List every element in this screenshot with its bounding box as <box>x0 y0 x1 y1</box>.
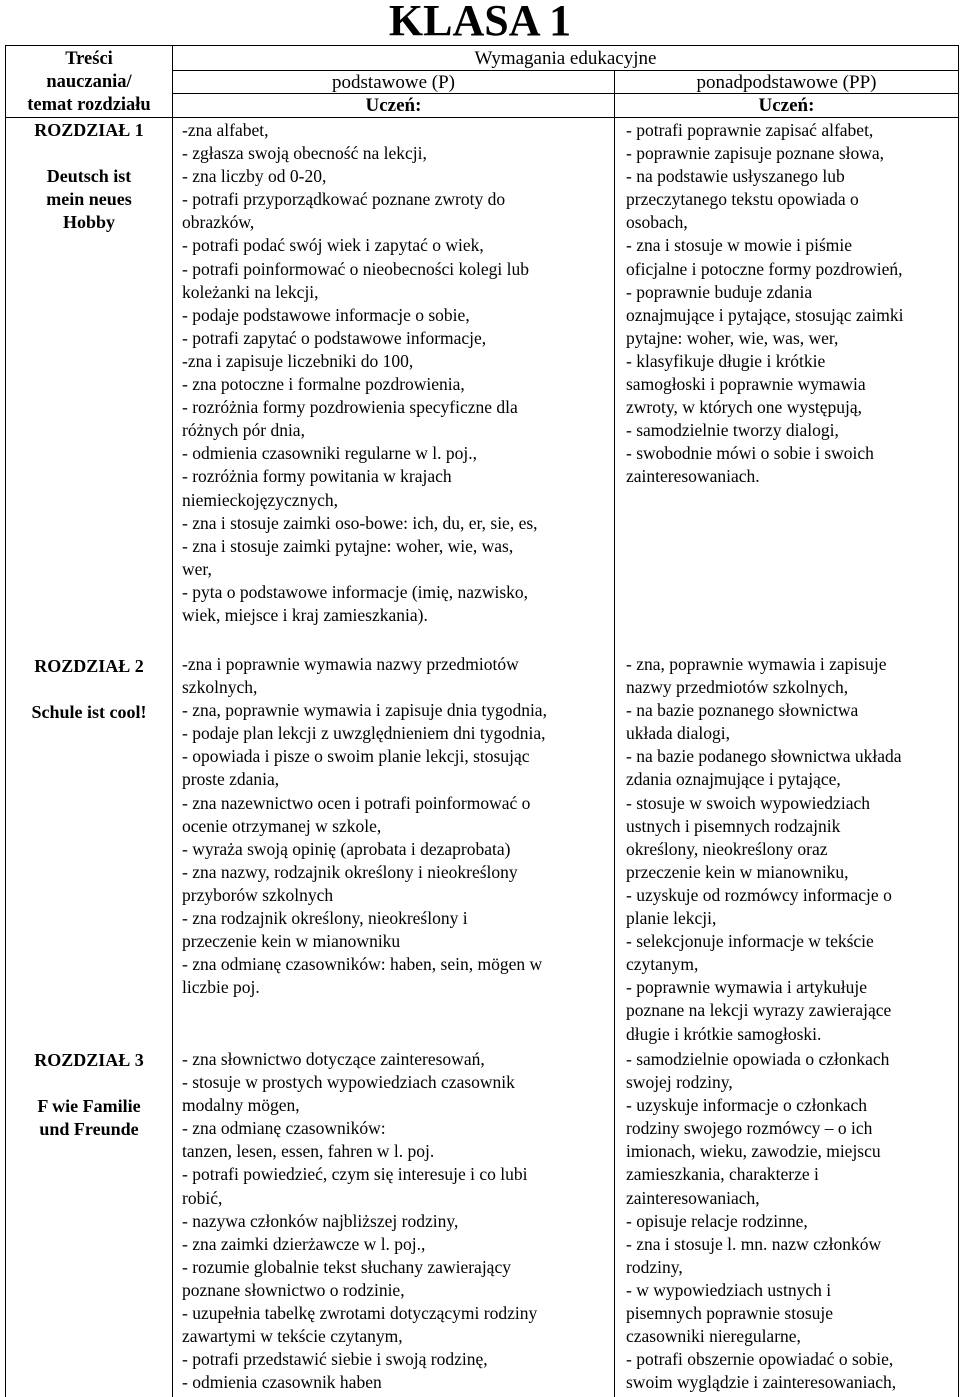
requirement-line: - rozróżnia formy powitania w krajach <box>182 466 452 487</box>
requirement-line: ocenie otrzymanej w szkole, <box>182 815 382 836</box>
chapter-topic-line: ROZDZIAŁ 2 <box>34 656 144 676</box>
requirement-line: - potrafi przedstawić siebie i swoją rodzinę, <box>182 1349 488 1370</box>
requirement-line: - zna odmianę czasowników: <box>182 1118 386 1139</box>
requirement-line: - uzyskuje informacje o członkach <box>626 1095 868 1116</box>
header-basic: podstawowe (P) <box>332 72 455 93</box>
chapter-1-topic <box>6 119 172 234</box>
requirement-line: przeczenie kein w mianowniku <box>182 931 401 952</box>
chapter-3-topic <box>6 1049 172 1141</box>
requirement-line: - odmienia czasowniki regularne w l. poj., <box>182 443 477 464</box>
requirement-line: obrazków, <box>182 212 255 233</box>
chapter-topic-line: Schule ist cool! <box>31 702 147 722</box>
requirement-line: - potrafi zapytać o podstawowe informacje, <box>182 327 487 348</box>
requirement-line: szkolnych, <box>182 677 258 698</box>
requirement-line: - swobodnie mówi o sobie i swoich <box>626 443 874 464</box>
requirement-line: - zna potoczne i formalne pozdrowienia, <box>182 374 465 395</box>
chapter-2-advanced <box>626 653 956 1046</box>
requirement-line: - potrafi poprawnie zapisać alfabet, <box>626 120 874 140</box>
requirement-line: - zgłasza swoją obecność na lekcji, <box>182 143 427 164</box>
header-student-basic: Uczeń: <box>365 95 422 116</box>
requirement-line: wer, <box>182 558 212 579</box>
chapter-topic-line: ROZDZIAŁ 1 <box>34 120 144 140</box>
requirement-line: -zna alfabet, <box>182 120 269 140</box>
requirement-line: -zna i zapisuje liczebniki do 100, <box>182 350 414 371</box>
requirement-line: koleżanki na lekcji, <box>182 281 319 302</box>
requirement-line: - na bazie poznanego słownictwa <box>626 700 859 721</box>
chapter-1-advanced <box>626 119 956 489</box>
header-topic-line: nauczania/ <box>46 72 132 92</box>
requirement-line: - potrafi podać swój wiek i zapytać o wiek, <box>182 235 484 256</box>
chapter-topic-line: ROZDZIAŁ 3 <box>34 1050 144 1070</box>
requirement-line: - stosuje w swoich wypowiedziach <box>626 792 870 813</box>
requirement-line: - zna nazewnictwo ocen i potrafi poinformować o <box>182 792 531 813</box>
requirement-line: długie i krótkie samogłoski. <box>626 1023 822 1044</box>
requirement-line: - w wypowiedziach ustnych i <box>626 1279 832 1300</box>
requirement-line: imionach, wieku, zawodzie, miejscu <box>626 1141 881 1162</box>
header-student-advanced: Uczeń: <box>758 95 815 116</box>
requirement-line: zainteresowaniach. <box>626 466 760 487</box>
requirement-line: - podaje plan lekcji z uwzględnieniem dni tygodnia, <box>182 723 546 744</box>
chapter-topic-line: mein neues <box>46 189 132 209</box>
requirement-line: - zna liczby od 0-20, <box>182 166 327 187</box>
chapter-topic-line <box>6 678 172 701</box>
requirement-line: - na bazie podanego słownictwa układa <box>626 746 902 767</box>
requirement-line: - zna zaimki dzierżawcze w l. poj., <box>182 1233 426 1254</box>
requirement-line: - rozumie globalnie tekst słuchany zawierający <box>182 1256 511 1277</box>
requirement-line: planie lekcji, <box>626 908 717 929</box>
requirement-line: - stosuje w prostych wypowiedziach czasownik <box>182 1072 515 1093</box>
page-title: KLASA 1 <box>388 0 572 45</box>
table-top-border <box>5 45 958 46</box>
requirement-line: - podaje podstawowe informacje o sobie, <box>182 304 470 325</box>
header-topic-line: temat rozdziału <box>27 95 151 115</box>
requirement-line: wiek, miejsce i kraj zamieszkania). <box>182 604 428 625</box>
requirement-line: - potrafi przyporządkować poznane zwroty do <box>182 189 506 210</box>
table-column-divider-1 <box>172 45 173 1397</box>
chapter-topic-line: Hobby <box>62 212 116 232</box>
requirement-line: - opisuje relacje rodzinne, <box>626 1210 808 1231</box>
requirement-line: - potrafi powiedzieć, czym się interesuje i co lubi <box>182 1164 528 1185</box>
requirement-line: -zna i poprawnie wymawia nazwy przedmiotów <box>182 654 519 674</box>
requirement-line: - zna, poprawnie wymawia i zapisuje dnia tygodnia, <box>182 700 547 721</box>
header-topic-line: Treści <box>65 49 113 69</box>
requirement-line: przyborów szkolnych <box>182 884 334 905</box>
requirement-line: ustnych i pisemnych rodzajnik <box>626 815 841 836</box>
requirement-line: - uzyskuje od rozmówcy informacje o <box>626 884 892 905</box>
requirement-line: czasowniki nieregularne, <box>626 1326 801 1347</box>
requirement-line: rodziny, <box>626 1256 683 1277</box>
header-requirements: Wymagania edukacyjne <box>474 48 657 69</box>
chapter-topic-line <box>6 142 172 165</box>
requirement-line: - zna słownictwo dotyczące zainteresowań, <box>182 1049 485 1069</box>
requirement-line: - poprawnie buduje zdania <box>626 281 813 302</box>
requirement-line: - zna nazwy, rodzajnik określony i nieokreślony <box>182 861 518 882</box>
table-column-divider-2 <box>614 70 615 1397</box>
requirement-line: przeczenie kein w mianowniku, <box>626 861 849 882</box>
requirement-line: rodziny swojego rozmówcy – o ich <box>626 1118 873 1139</box>
requirement-line: czytanym, <box>626 954 699 975</box>
chapter-topic-line: Deutsch ist <box>46 166 132 186</box>
chapter-topic-line <box>6 1072 172 1095</box>
requirement-line: pytajne: woher, wie, was, wer, <box>626 327 839 348</box>
chapter-3-advanced <box>626 1048 956 1394</box>
requirement-line: - zna rodzajnik określony, nieokreślony i <box>182 908 468 929</box>
requirement-line: - selekcjonuje informacje w tekście <box>626 931 874 952</box>
requirement-line: - zna i stosuje l. mn. nazw członków <box>626 1233 882 1254</box>
requirement-line: zdania oznajmujące i pytające, <box>626 769 841 790</box>
requirement-line: osobach, <box>626 212 688 233</box>
requirement-line: pisemnych poprawnie stosuje <box>626 1303 834 1324</box>
requirement-line: modalny mögen, <box>182 1095 300 1116</box>
requirement-line: oznajmujące i pytające, stosując zaimki <box>626 304 904 325</box>
requirement-line: - opowiada i pisze o swoim planie lekcji, stosując <box>182 746 530 767</box>
requirement-line: swoim wyglądzie i zainteresowaniach, <box>626 1372 897 1393</box>
requirement-line: - zna, poprawnie wymawia i zapisuje <box>626 654 887 674</box>
requirement-line: proste zdania, <box>182 769 280 790</box>
requirement-line: niemieckojęzycznych, <box>182 489 338 510</box>
requirement-line: - poprawnie zapisuje poznane słowa, <box>626 143 885 164</box>
header-advanced: ponadpodstawowe (PP) <box>696 72 877 93</box>
requirement-line: - potrafi poinformować o nieobecności kolegi lub <box>182 258 529 279</box>
requirement-line: - poprawnie wymawia i artykułuje <box>626 977 868 998</box>
requirement-line: poznane na lekcji wyrazy zawierające <box>626 1000 892 1021</box>
requirement-line: - na podstawie usłyszanego lub <box>626 166 845 187</box>
header-topic <box>6 48 172 117</box>
chapter-2-basic <box>182 653 612 999</box>
requirement-line: - zna i stosuje zaimki oso-bowe: ich, du, er, sie, es, <box>182 512 538 533</box>
requirement-line: - samodzielnie opowiada o członkach <box>626 1049 890 1069</box>
requirement-line: - wyraża swoją opinię (aprobata i dezaprobata) <box>182 838 511 859</box>
requirement-line: przeczytanego tekstu opowiada o <box>626 189 859 210</box>
chapter-2-topic <box>6 655 172 724</box>
requirement-line: robić, <box>182 1187 223 1208</box>
requirement-line: nazwy przedmiotów szkolnych, <box>626 677 849 698</box>
requirement-line: zawartymi w tekście czytanym, <box>182 1326 403 1347</box>
requirement-line: - zna odmianę czasowników: haben, sein, mögen w <box>182 954 543 975</box>
chapter-1-basic <box>182 119 612 627</box>
header-bottom-border <box>5 117 958 118</box>
requirement-line: tanzen, lesen, essen, fahren w l. poj. <box>182 1141 435 1162</box>
requirement-line: - potrafi obszernie opowiadać o sobie, <box>626 1349 894 1370</box>
chapter-topic-line: und Freunde <box>39 1119 139 1139</box>
requirement-line: - nazywa członków najbliższej rodziny, <box>182 1210 459 1231</box>
requirement-line: liczbie poj. <box>182 977 260 998</box>
requirement-line: - pyta o podstawowe informacje (imię, nazwisko, <box>182 581 529 602</box>
requirement-line: - samodzielnie tworzy dialogi, <box>626 420 839 441</box>
requirement-line: - klasyfikuje długie i krótkie <box>626 350 826 371</box>
requirement-line: samogłoski i poprawnie wymawia <box>626 374 866 395</box>
requirement-line: układa dialogi, <box>626 723 731 744</box>
requirement-line: - uzupełnia tabelkę zwrotami dotyczącymi rodziny <box>182 1303 538 1324</box>
requirement-line: swojej rodziny, <box>626 1072 733 1093</box>
requirement-line: - odmienia czasownik haben <box>182 1372 382 1393</box>
requirement-line: różnych pór dnia, <box>182 420 305 441</box>
requirement-line: zwroty, w których one występują, <box>626 397 863 418</box>
table-right-border <box>958 45 959 1397</box>
requirement-line: oficjalne i potoczne formy pozdrowień, <box>626 258 903 279</box>
requirement-line: zamieszkania, charakterze i <box>626 1164 819 1185</box>
requirement-line: poznane słownictwo o rodzinie, <box>182 1279 405 1300</box>
requirement-line: określony, nieokreślony oraz <box>626 838 828 859</box>
requirement-line: - zna i stosuje zaimki pytajne: woher, wie, was, <box>182 535 514 556</box>
requirement-line: zainteresowaniach, <box>626 1187 760 1208</box>
requirement-line: - zna i stosuje w mowie i piśmie <box>626 235 853 256</box>
chapter-topic-line: F wie Familie <box>37 1096 141 1116</box>
requirement-line: - rozróżnia formy pozdrowienia specyficzne dla <box>182 397 518 418</box>
chapter-3-basic <box>182 1048 612 1394</box>
